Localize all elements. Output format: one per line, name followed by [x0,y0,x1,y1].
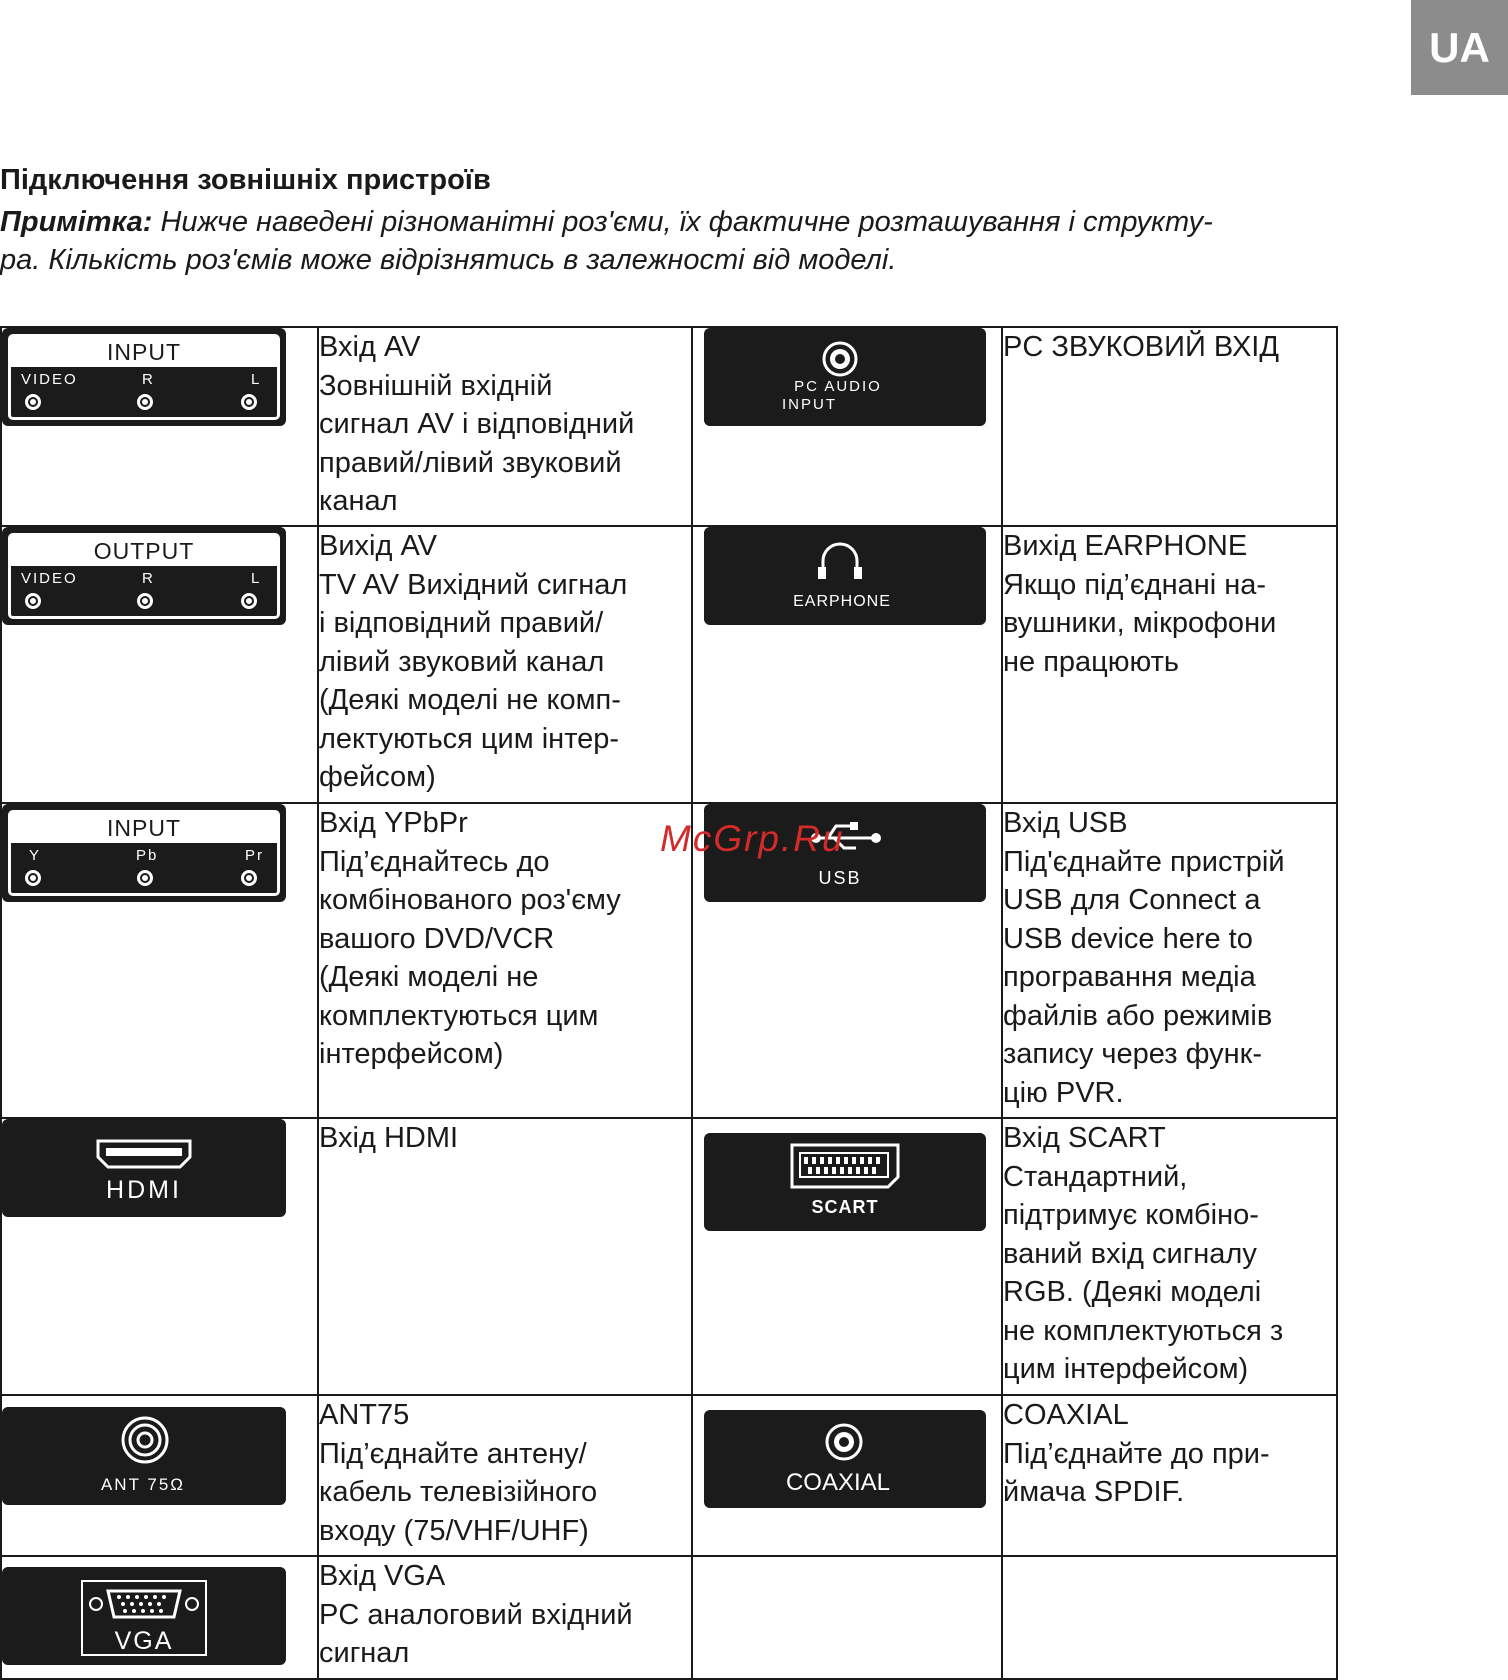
hdmi-description [318,1118,692,1395]
description-line: Вхід USB [1003,807,1128,839]
description-line: ймача SPDIF. [1003,1476,1185,1508]
pb-jack-icon [137,870,153,886]
description-line: PC ЗВУКОВИЙ ВХІД [1003,331,1279,363]
earphone-panel [704,527,986,625]
description-line: канал [319,485,398,517]
description-line: цію PVR. [1003,1076,1124,1109]
r-port-label: R [142,570,155,587]
description-line: Під’єднайте до при- [1003,1437,1270,1470]
scart-picture-cell [692,1118,1002,1395]
ypbpr-panel [2,804,286,902]
av-output-panel-title: OUTPUT [11,536,277,566]
pc-audio-label-2: INPUT [782,396,837,413]
description-line: Вхід AV [319,331,421,363]
hdmi-panel [2,1119,286,1217]
description-line: вашого DVD/VCR [319,922,555,955]
pc-audio-label-1: PC AUDIO [794,378,882,395]
video-jack-icon [25,593,41,609]
r-jack-icon [137,593,153,609]
usb-description [1002,803,1337,1118]
description-line: Якщо під’єднані на- [1003,568,1267,601]
description-line: Зовнішній вхідній [319,369,553,402]
vga-description [318,1556,692,1679]
pc-audio-description [1002,327,1337,526]
coaxial-picture-cell [692,1395,1002,1556]
description-line: (Деякі моделі не комп- [319,684,621,716]
vga-panel [2,1567,286,1665]
vga-label: VGA [114,1627,174,1655]
usb-label: USB [818,868,862,888]
table-row [1,1118,1337,1395]
watermark: McGrp.Ru [660,818,845,859]
l-port-label: L [251,570,262,587]
scart-description [1002,1118,1337,1395]
av-input-panel-title: INPUT [11,337,277,367]
ypbpr-picture-cell [1,803,318,1118]
video-port-label: VIDEO [21,371,78,388]
description-line: Вхід SCART [1003,1122,1166,1154]
earphone-label: EARPHONE [793,593,891,610]
description-line: Вхід HDMI [319,1122,459,1154]
description-line: TV AV Вихідний сигнал [319,568,628,601]
vga-picture-cell [1,1556,318,1679]
note-paragraph [0,203,1360,279]
description-line: цим інтерфейсом) [1003,1353,1249,1385]
description-line: (Деякі моделі не [319,961,539,993]
page-title: Підключення зовнішніх пристроїв [0,164,491,196]
connectors-table [0,326,1338,1680]
description-line: сигнал [319,1637,410,1669]
description-line: комбінованого роз'єму [319,884,621,916]
note-label: Примітка: [0,206,153,238]
empty-cell [1002,1556,1337,1679]
note-text-line1: Нижче наведені різноманітні роз'єми, їх фактичне розташування і структу- [152,206,1213,238]
av-input-picture-cell [1,327,318,526]
description-line: ANT75 [319,1399,410,1431]
description-line: Вхід VGA [319,1560,446,1592]
pc-audio-panel [704,328,986,426]
ant-picture-cell [1,1395,318,1556]
language-tab: UA [1411,0,1508,95]
pc-audio-picture-cell [692,327,1002,526]
description-line: Під’єднайте антену/ [319,1437,587,1470]
description-line: правий/лівий звуковий [319,446,622,479]
av-output-description [318,526,692,803]
y-port-label: Y [29,847,42,864]
description-line: запису через функ- [1003,1038,1262,1070]
description-line: файлів або режимів [1003,999,1273,1032]
description-line: Вихід EARPHONE [1003,530,1248,562]
earphone-picture-cell [692,526,1002,803]
earphone-description [1002,526,1337,803]
coaxial-panel [704,1410,986,1508]
hdmi-label: HDMI [106,1176,182,1204]
description-line: сигнал AV і відповідний [319,408,635,440]
description-line: і відповідний правий/ [319,607,604,639]
ant-panel [2,1407,286,1505]
coaxial-label: COAXIAL [785,1469,891,1496]
description-line: Під'єднайте пристрій [1003,845,1285,878]
ant-description [318,1395,692,1556]
video-jack-icon [25,394,41,410]
l-jack-icon [241,593,257,609]
empty-cell [692,1556,1002,1679]
description-line: USB device here to [1003,922,1253,955]
description-line: входу (75/VHF/UHF) [319,1514,589,1547]
note-text-line2: ра. Кількість роз'ємів може відрізнятись в залежності від моделі. [0,244,897,276]
scart-panel [704,1133,986,1231]
l-port-label: L [251,371,262,388]
description-line: Вхід YPbPr [319,807,468,839]
description-line: інтерфейсом) [319,1038,504,1070]
description-line: COAXIAL [1003,1399,1129,1431]
r-jack-icon [137,394,153,410]
av-output-panel [2,527,286,625]
description-line: Під’єднайтесь до [319,845,550,878]
table-row [1,526,1337,803]
av-input-panel [2,328,286,426]
av-input-description [318,327,692,526]
video-port-label: VIDEO [21,570,78,587]
description-line: фейсом) [319,761,436,793]
hdmi-picture-cell [1,1118,318,1395]
y-jack-icon [25,870,41,886]
table-row [1,1556,1337,1679]
ypbpr-description [318,803,692,1118]
description-line: програвання медіа [1003,961,1256,993]
description-line: Вихід AV [319,530,437,562]
description-line: лівий звуковий канал [319,645,605,678]
description-line: Стандартний, [1003,1160,1188,1193]
description-line: PC аналоговий вхідний [319,1598,633,1631]
description-line: RGB. (Деякі моделі [1003,1276,1262,1308]
description-line: кабель телевізійного [319,1476,598,1508]
scart-label: SCART [811,1197,879,1217]
l-jack-icon [241,394,257,410]
ypbpr-panel-title: INPUT [11,813,277,843]
table-row [1,327,1337,526]
pr-jack-icon [241,870,257,886]
description-line: підтримує комбіно- [1003,1199,1259,1231]
description-line: не комплектуються з [1003,1314,1284,1347]
r-port-label: R [142,371,155,388]
av-output-picture-cell [1,526,318,803]
pb-port-label: Pb [136,847,159,864]
pr-port-label: Pr [245,847,264,864]
description-line: лектуються цим інтер- [319,722,620,755]
description-line: не працюють [1003,645,1180,678]
description-line: комплектуються цим [319,999,599,1032]
ant-label: ANT 75Ω [100,1475,186,1494]
table-row [1,1395,1337,1556]
description-line: USB для Connect a [1003,884,1261,916]
description-line: ваний вхід сигналу [1003,1237,1257,1270]
description-line: вушники, мікрофони [1003,607,1277,639]
coaxial-description [1002,1395,1337,1556]
